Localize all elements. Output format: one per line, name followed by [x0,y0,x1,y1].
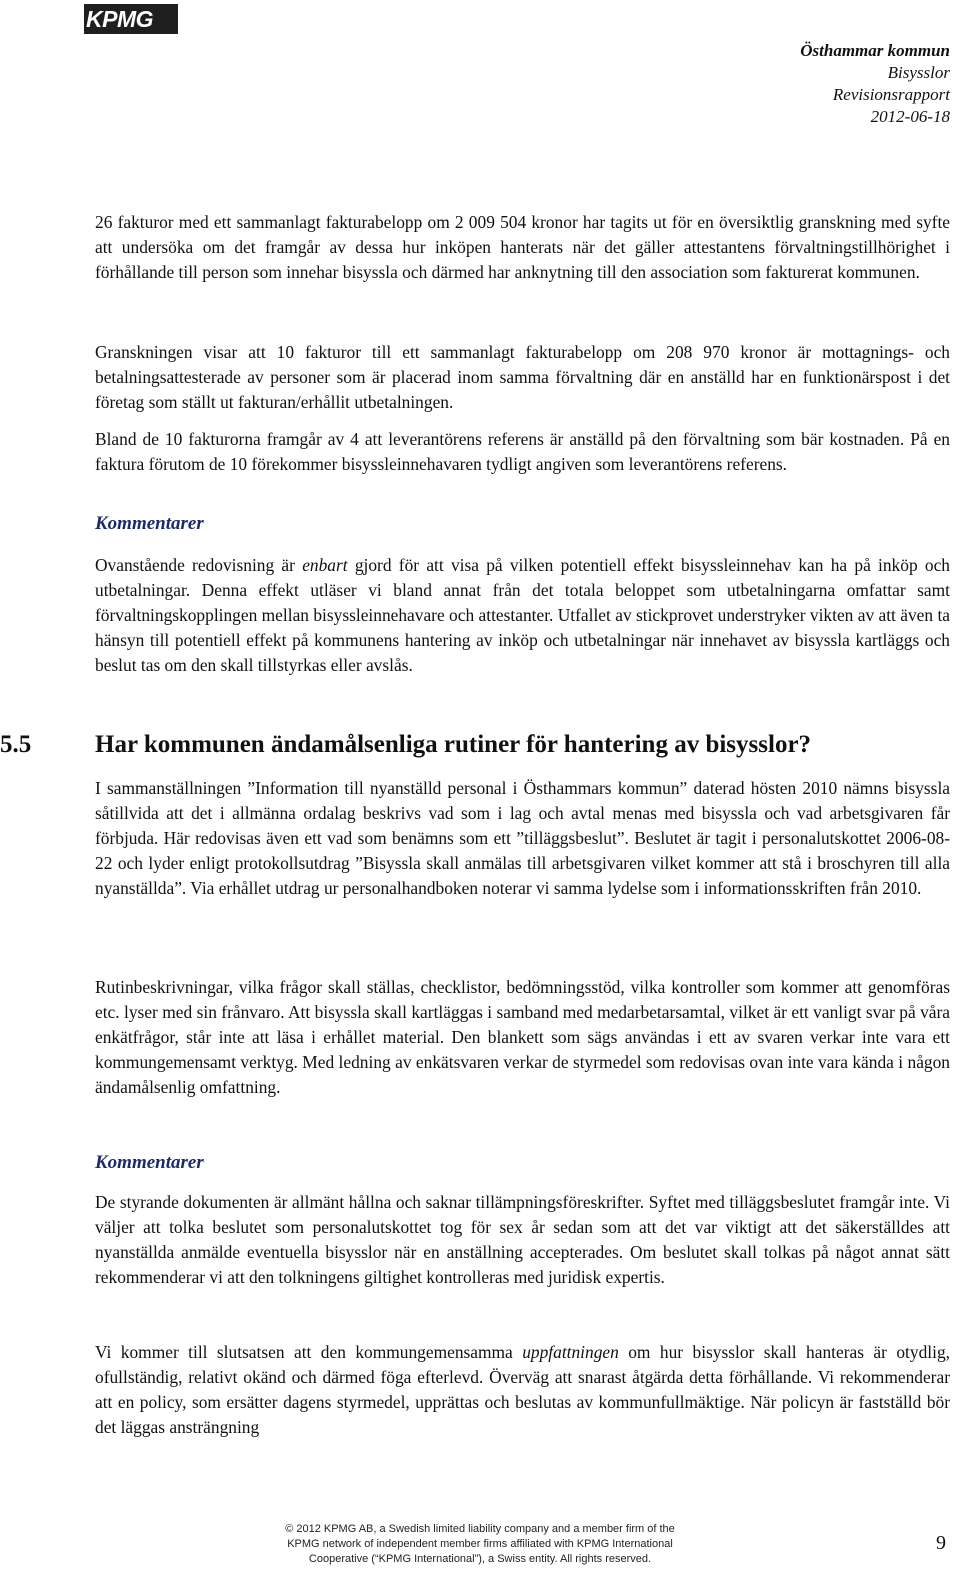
paragraph-4-rest: gjord för att visa på vilken potentiell effekt bisyssleinnehav kan ha på inköp och utbetalningar. Denna effekt utläser vi bland annat från det totala beloppet som utbetalningarna omfattar samt förvaltningskopplingen mellan bisyssleinnehavare och attestanter. Utfallet av stickprovet understryker vikten av att även ta hänsyn till potentiell effekt på kommunens hantering av inköp och utbetalningar när innehavet av bisyssla kartläggs och beslut tas om den skall tillstyrkas eller avslås. [95,555,950,675]
copyright-line-2: KPMG network of independent member firms affiliated with KPMG International [287,1538,673,1550]
comments-heading-1: Kommentarer [95,513,204,534]
logo-text: KPMG [86,6,153,32]
page-number: 9 [936,1532,946,1554]
paragraph-5: I sammanställningen ”Information till nyanställd personal i Östhammars kommun” daterad hösten 2010 nämns bisyssla såtillvida att det i allmänna ordalag beskrivs vad som i lag och avtal menas med bisyssla och vad arbetsgivaren får förbjuda. Här redovisas även ett vad som benämns som ett ”tilläggsbeslut”. Beslutet är tagit i personalutskottet 2006-08-22 och lyder enligt protokollsutdrag ”Bisyssla skall anmälas till arbetsgivaren vilket kommer att stå i broschyren till alla nyanställda”. Via erhållet utdrag ur personalhandboken noterar vi samma lydelse som i informationsskriften från 2010. [95,778,950,898]
paragraph-6: Rutinbeskrivningar, vilka frågor skall ställas, checklistor, bedömningsstöd, vilka kontroller som kommer att genomföras etc. lyser med sin frånvaro. Att bisyssla skall kartläggas i samband med medarbetarsamtal, vilket är ett vanligt svar på våra enkätfrågor, står inte att läsa i erhållet material. Den blankett som sägs användas i ett av svaren verkar inte vara ett kommungemensamt verktyg. Med ledning av enkätsvaren verkar de styrmedel som redovisas ovan inte vara kända i någon ändamålsenlig omfattning. [95,977,950,1097]
paragraph-3: Bland de 10 fakturorna framgår av 4 att leverantörens referens är anställd på den förvaltning som bär kostnaden. På en faktura förutom de 10 förekommer bisyssleinnehavaren tydligt angiven som leverantörens referens. [95,429,950,474]
paragraph-8-rest: om hur bisysslor skall hanteras är otydlig, ofullständig, relativt okänd och därmed föga efterlevd. Överväg att snarast åtgärda detta förhållande. Vi rekommenderar att en policy, som ersätter dagens styrmedel, upprättas och beslutas av kommunfullmäktige. När policyn är fastställd bör det läggas ansträngning [95,1342,950,1437]
copyright-line-3: Cooperative (“KPMG International”), a Swiss entity. All rights reserved. [308,1553,652,1565]
paragraph-4-start: Ovanstående redovisning är [95,555,303,575]
paragraph-8 [95,1340,950,1440]
section-number: 5.5 [0,731,32,758]
paragraph-7: De styrande dokumenten är allmänt hållna och saknar tillämpningsföreskrifter. Syftet med tilläggsbeslutet framgår inte. Vi väljer att tolka beslutet som personalutskottet tog för sex år sedan som att det var viktigt att det säkerställdes att nyanställda anmälde eventuella bisysslor när en anställning accepterades. Om beslutet skall tolkas på något annat sätt rekommenderar vi att den tolkningens giltighet kontrolleras med juridisk expertis. [95,1192,950,1287]
header-document-type: Revisionsrapport [832,85,950,104]
paragraph-4-emphasis: enbart [302,555,348,575]
copyright-line-1: © 2012 KPMG AB, a Swedish limited liability company and a member firm of the [285,1523,675,1535]
paragraph-2: Granskningen visar att 10 fakturor till ett sammanlagt fakturabelopp om 208 970 kronor är mottagnings- och betalningsattesterade av personer som är placerad inom samma förvaltning där en anställd har en funktionärspost i det företag som ställt ut fakturan/erhållit utbetalningen. [95,342,950,412]
paragraph-8-emphasis: uppfattningen [522,1342,619,1362]
kpmg-logo [84,4,178,34]
paragraph-1: 26 fakturor med ett sammanlagt fakturabelopp om 2 009 504 kronor har tagits ut för en översiktlig granskning med syfte att undersöka om det framgår av dessa hur inköpen hanterats när det gäller attestantens förvaltningstillhörighet i förhållande till person som innehar bisyssla och därmed har anknytning till den association som fakturerat kommunen. [95,212,950,282]
comments-heading-2: Kommentarer [95,1152,204,1173]
header-topic: Bisysslor [887,63,950,82]
paragraph-4 [95,553,950,678]
header-organization: Östhammar kommun [800,41,950,60]
section-title: Har kommunen ändamålsenliga rutiner för hantering av bisysslor? [95,731,812,758]
paragraph-8-start: Vi kommer till slutsatsen att den kommungemensamma [95,1342,523,1362]
header-date: 2012-06-18 [870,107,950,126]
